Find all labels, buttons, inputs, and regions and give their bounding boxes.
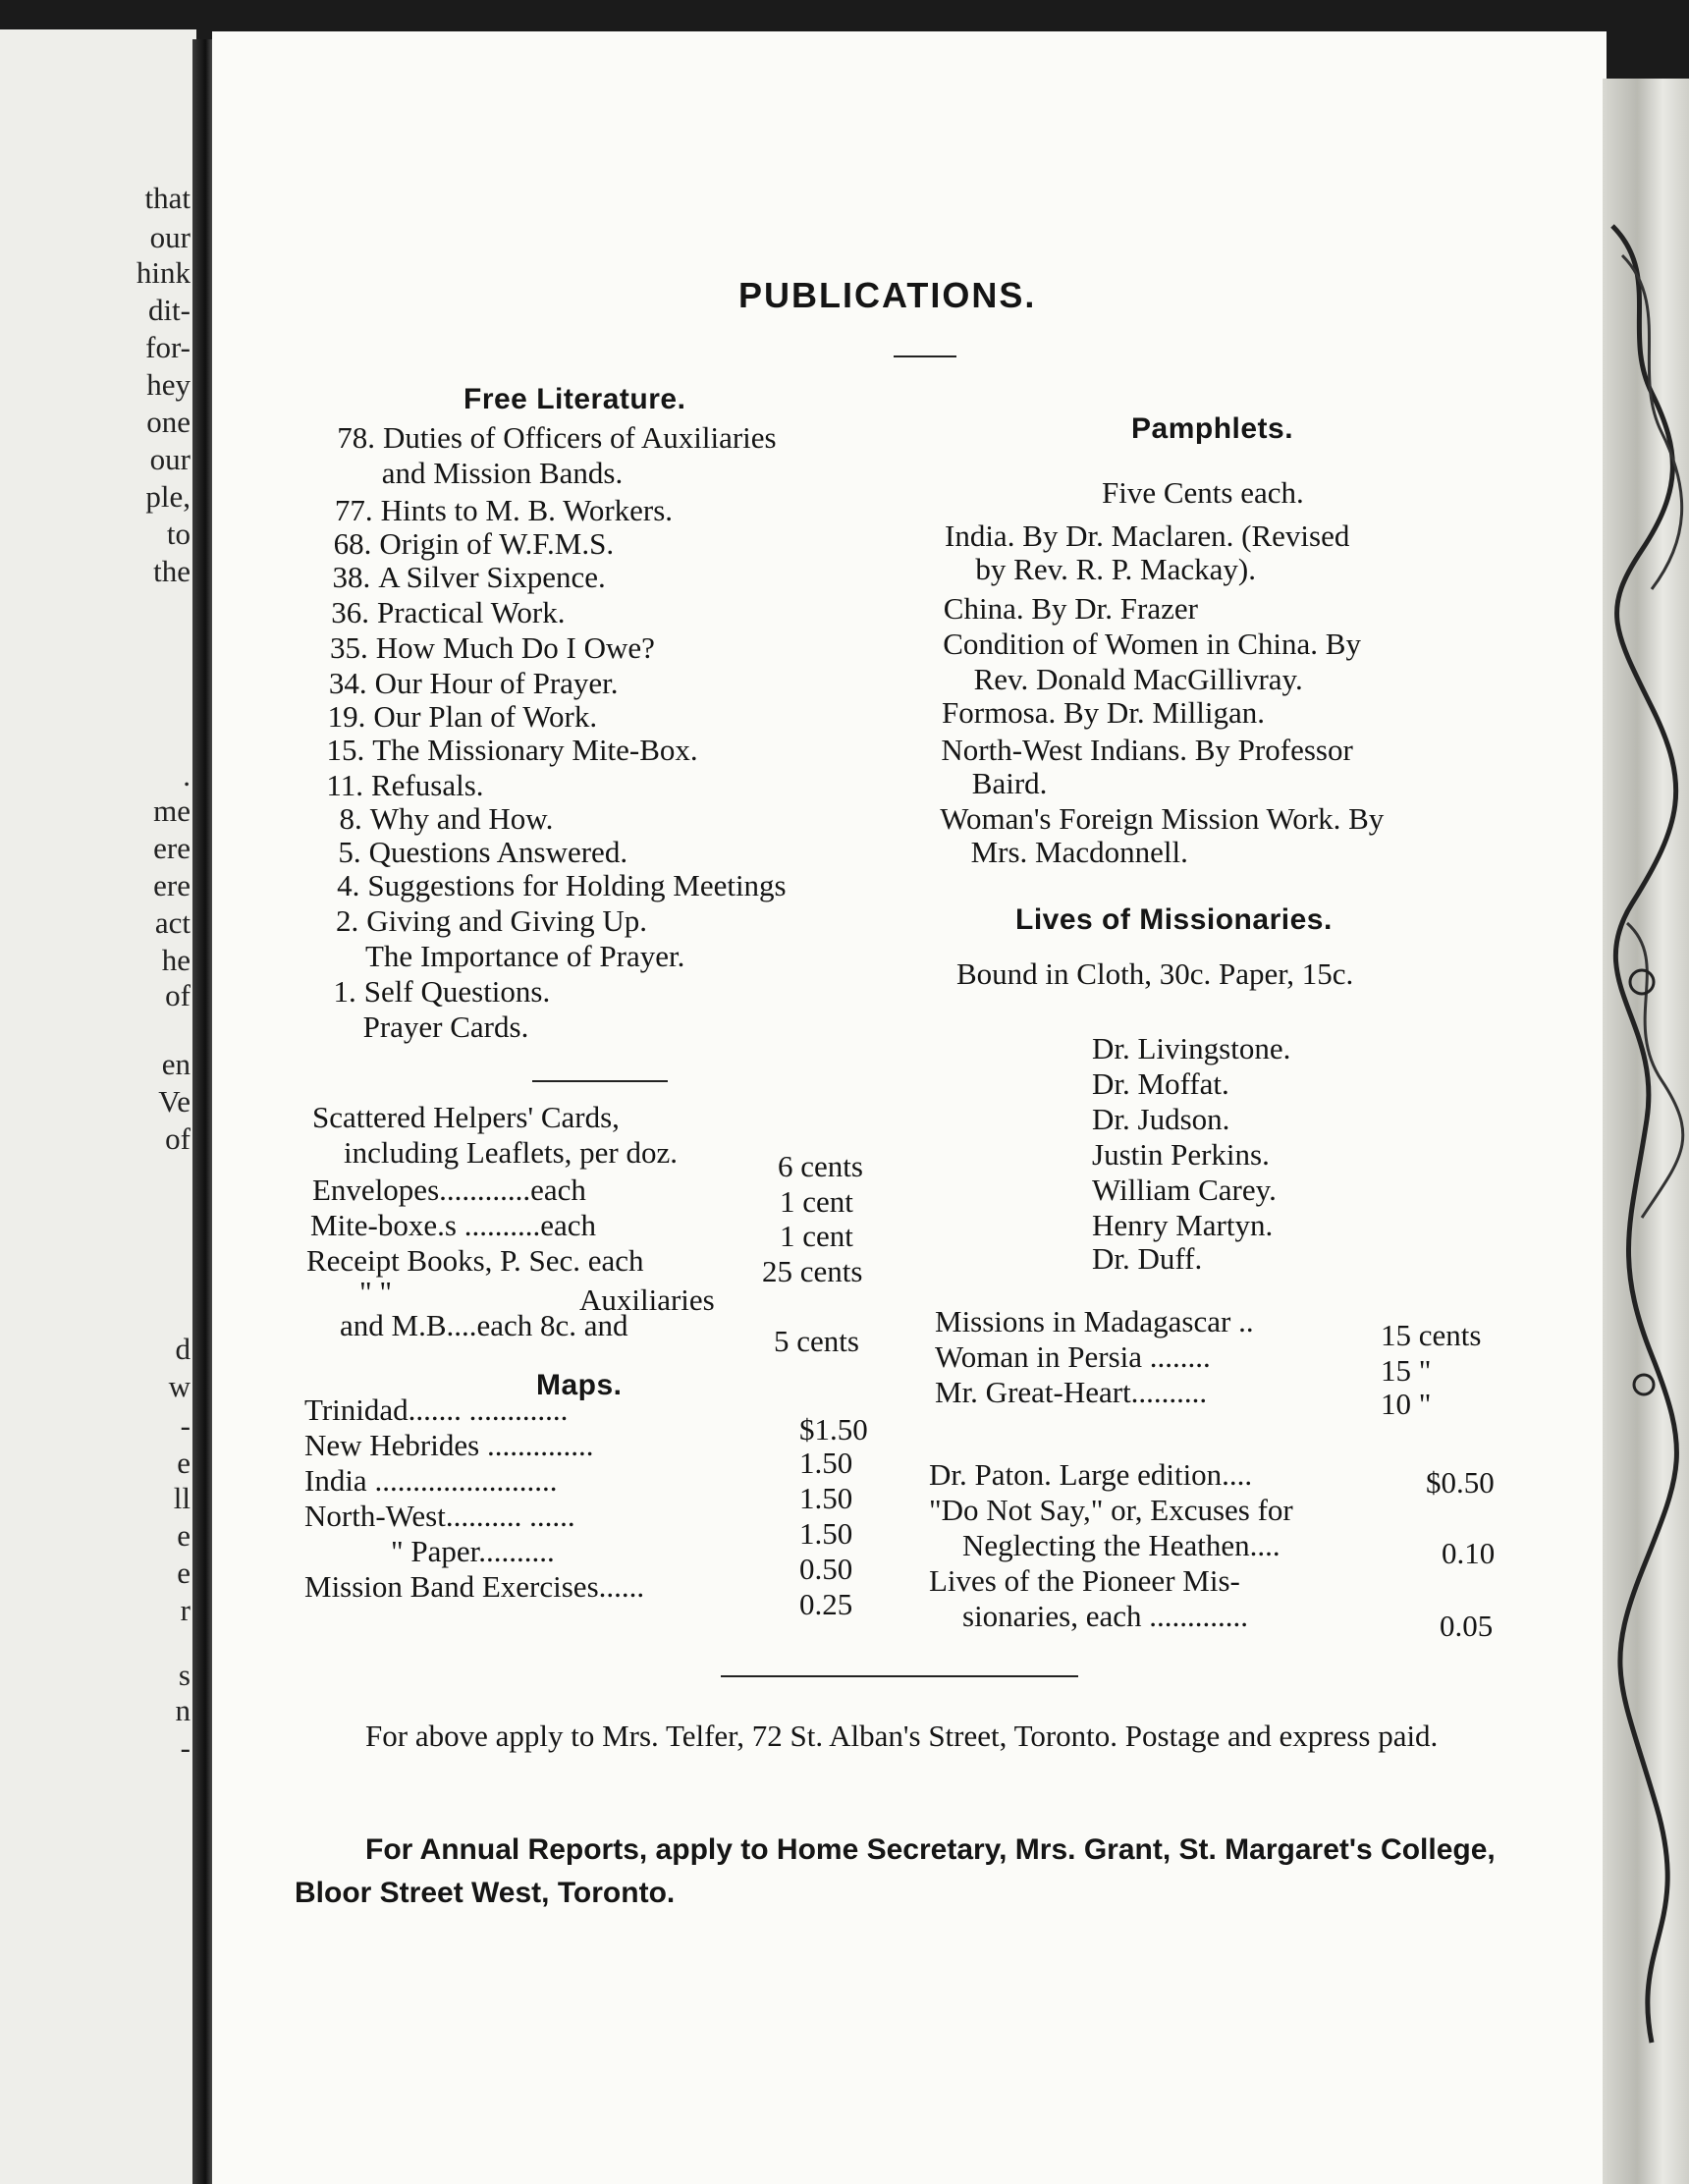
left-page-fragment: hey <box>146 367 191 402</box>
left-page-fragment: r <box>180 1593 191 1627</box>
item-number: 35. <box>330 630 368 665</box>
mite-boxes-price: 1 cent <box>780 1219 853 1253</box>
item-title: A Silver Sixpence. <box>378 560 606 594</box>
item-number: 1. <box>333 974 356 1009</box>
free-literature-item <box>307 905 647 936</box>
pamphlet-line: Baird. <box>971 766 1048 800</box>
left-page-fragment: . <box>183 758 191 792</box>
left-page-fragment: that <box>144 181 191 215</box>
map-item-label: Mission Band Exercises...... <box>304 1569 645 1604</box>
apply-annual-reports-paragraph: For Annual Reports, apply to Home Secretary, Mrs. Grant, St. Margaret's College, Bloor Street West, Toronto. <box>295 1833 1496 1909</box>
left-page-fragment: ple, <box>145 479 191 514</box>
free-literature-item <box>305 976 550 1007</box>
item-number: 68. <box>333 526 372 561</box>
mission-bands-price: 5 cents <box>774 1324 859 1358</box>
pamphlet-line: India. By Dr. Maclaren. (Revised <box>945 519 1350 553</box>
item-title: Questions Answered. <box>368 835 628 869</box>
item-title: Our Plan of Work. <box>373 699 598 734</box>
missionary-name: Henry Martyn. <box>1092 1208 1274 1242</box>
left-page-fragment: the <box>153 554 191 588</box>
map-item-label: North-West.......... ...... <box>304 1499 575 1533</box>
free-literature-item <box>306 941 684 971</box>
paton-price: $0.50 <box>1426 1465 1495 1500</box>
missionary-name: Justin Perkins. <box>1092 1137 1270 1172</box>
item-number: 15. <box>326 733 365 767</box>
receipt-books-label: Receipt Books, P. Sec. each <box>306 1243 644 1278</box>
left-page-fragment: e <box>177 1518 191 1553</box>
decorative-border <box>1603 79 1689 2184</box>
footer-rule <box>721 1675 1078 1677</box>
item-title: How Much Do I Owe? <box>375 630 655 665</box>
left-page-fragment: - <box>180 1408 191 1443</box>
free-literature-heading: Free Literature. <box>463 383 686 415</box>
missionary-name: Dr. Duff. <box>1092 1241 1203 1276</box>
pamphlet-line: Formosa. By Dr. Milligan. <box>942 695 1265 730</box>
do-not-say-price: 0.10 <box>1442 1536 1496 1570</box>
book-label: Mr. Great-Heart.......... <box>935 1375 1208 1409</box>
item-title: The Missionary Mite-Box. <box>372 733 698 767</box>
paton-label: Dr. Paton. Large edition.... <box>929 1457 1253 1492</box>
book-gutter <box>192 39 214 2184</box>
left-page-fragment: n <box>175 1693 191 1727</box>
left-page-fragment: me <box>153 793 191 828</box>
missionary-name: William Carey. <box>1092 1173 1277 1207</box>
missionary-name: Dr. Moffat. <box>1092 1066 1229 1101</box>
pamphlet-line: by Rev. R. P. Mackay). <box>975 552 1256 586</box>
map-item-price: $1.50 <box>799 1412 868 1447</box>
free-literature-item <box>322 495 673 525</box>
item-title: Giving and Giving Up. <box>366 903 648 938</box>
free-literature-item <box>304 1011 529 1042</box>
item-title: Suggestions for Holding Meetings <box>367 868 787 902</box>
pamphlets-heading: Pamphlets. <box>1131 412 1294 445</box>
free-literature-item <box>318 597 565 628</box>
auxiliaries-label: Auxiliaries <box>579 1283 715 1317</box>
pamphlet-line: China. By Dr. Frazer <box>943 591 1198 626</box>
item-number: 11. <box>326 768 363 802</box>
pamphlet-line: Condition of Women in China. By <box>943 627 1361 661</box>
free-literature-item <box>319 562 606 592</box>
left-page-fragment: e <box>177 1446 191 1480</box>
free-literature-item <box>323 458 623 488</box>
left-page-fragment: - <box>180 1730 191 1765</box>
left-page-fragment: for- <box>145 330 191 364</box>
scattered-helpers-price: 6 cents <box>778 1149 863 1183</box>
mission-bands-label: and M.B....each 8c. and <box>340 1308 628 1342</box>
pamphlet-line: Mrs. Macdonnell. <box>970 835 1188 869</box>
item-title: Why and How. <box>369 801 554 836</box>
envelopes-label: Envelopes............each <box>312 1173 586 1207</box>
item-title: Refusals. <box>371 768 484 802</box>
left-page-fragment: s <box>178 1658 191 1692</box>
left-page-fragment: one <box>146 405 191 439</box>
book-price: 10 " <box>1381 1387 1432 1421</box>
free-literature-item <box>314 701 597 732</box>
free-literature-item <box>311 803 554 834</box>
do-not-say-label-2: Neglecting the Heathen.... <box>962 1528 1280 1562</box>
lives-subheading: Bound in Cloth, 30c. Paper, 15c. <box>956 956 1354 991</box>
left-page-fragment: our <box>149 442 191 476</box>
left-page-fragment: he <box>161 943 191 977</box>
item-number: 4. <box>337 868 360 902</box>
item-title: and Mission Bands. <box>381 456 624 490</box>
item-number: 19. <box>327 699 366 734</box>
item-title: Our Hour of Prayer. <box>374 666 619 700</box>
mite-boxes-label: Mite-boxe.s ..........each <box>310 1208 596 1242</box>
item-number: 36. <box>331 595 369 629</box>
pioneer-lives-price: 0.05 <box>1440 1609 1494 1643</box>
item-number: 8. <box>339 801 362 836</box>
item-title: Practical Work. <box>377 595 566 629</box>
free-literature-item <box>310 837 627 867</box>
book-label: Missions in Madagascar .. <box>935 1304 1254 1338</box>
left-page-fragment: to <box>166 517 191 551</box>
left-page-fragment: our <box>149 220 191 254</box>
item-title: Hints to M. B. Workers. <box>380 493 674 527</box>
ditto-marks: " " <box>359 1275 393 1309</box>
lives-heading: Lives of Missionaries. <box>1015 903 1333 936</box>
map-item-price: 0.50 <box>799 1552 853 1586</box>
free-literature-item <box>320 528 614 559</box>
item-title: Duties of Officers of Auxiliaries <box>383 420 777 455</box>
left-page-fragment: en <box>161 1047 191 1081</box>
left-page-fragment: of <box>165 1121 191 1156</box>
title-rule <box>894 355 956 357</box>
envelopes-price: 1 cent <box>780 1184 853 1219</box>
item-number: 78. <box>337 420 375 455</box>
book-label: Woman in Persia ........ <box>935 1339 1211 1374</box>
free-literature-item <box>316 668 619 698</box>
item-number: 77. <box>334 493 373 527</box>
item-number: 38. <box>332 560 371 594</box>
map-item-price: 0.25 <box>799 1587 853 1621</box>
left-page-fragment: of <box>165 978 191 1012</box>
map-item-price: 1.50 <box>799 1481 853 1515</box>
section-rule <box>532 1080 668 1082</box>
item-title: Origin of W.F.M.S. <box>379 526 615 561</box>
left-page-fragment: act <box>154 905 191 940</box>
maps-heading: Maps. <box>536 1369 623 1401</box>
receipt-books-price: 25 cents <box>762 1254 863 1288</box>
pioneer-lives-label-2: sionaries, each ............. <box>962 1599 1248 1633</box>
item-number: 5. <box>338 835 361 869</box>
item-title: The Importance of Prayer. <box>365 939 685 973</box>
missionary-name: Dr. Judson. <box>1092 1102 1230 1136</box>
left-page-edge <box>0 29 196 2184</box>
map-item-price: 1.50 <box>799 1516 853 1551</box>
book-price: 15 cents <box>1381 1318 1482 1352</box>
map-item-label: Trinidad....... ............. <box>304 1392 569 1427</box>
page-title: PUBLICATIONS. <box>738 275 1037 315</box>
free-literature-item <box>312 770 484 800</box>
left-page-fragment: e <box>177 1556 191 1590</box>
pamphlet-line: North-West Indians. By Professor <box>941 733 1353 767</box>
scattered-helpers-label: Scattered Helpers' Cards, <box>312 1100 620 1134</box>
free-literature-item <box>313 735 698 765</box>
pamphlet-line: Rev. Donald MacGillivray. <box>973 662 1303 696</box>
missionary-name: Dr. Livingstone. <box>1092 1031 1291 1065</box>
left-page-fragment: Ve <box>158 1084 191 1119</box>
item-title: Prayer Cards. <box>362 1010 529 1044</box>
left-page-fragment: ll <box>173 1481 191 1515</box>
pamphlet-line: Woman's Foreign Mission Work. By <box>940 801 1385 836</box>
item-number: 34. <box>328 666 367 700</box>
map-item-label: India ........................ <box>304 1463 558 1498</box>
apply-telfer-paragraph: For above apply to Mrs. Telfer, 72 St. Alban's Street, Toronto. Postage and express paid. <box>365 1719 1439 1753</box>
map-item-label: " Paper.......... <box>391 1534 555 1568</box>
item-title: Self Questions. <box>363 974 551 1009</box>
item-number: 2. <box>335 903 359 938</box>
map-item-price: 1.50 <box>799 1446 853 1480</box>
do-not-say-label: "Do Not Say," or, Excuses for <box>929 1493 1293 1527</box>
pamphlets-subheading: Five Cents each. <box>1102 475 1304 510</box>
map-item-label: New Hebrides .............. <box>304 1428 594 1462</box>
left-page-fragment: d <box>175 1332 191 1366</box>
left-page-fragment: ere <box>153 868 191 902</box>
pioneer-lives-label: Lives of the Pioneer Mis- <box>929 1563 1240 1598</box>
scattered-helpers-label-2: including Leaflets, per doz. <box>344 1135 679 1170</box>
book-price: 15 " <box>1381 1353 1432 1388</box>
left-page-fragment: hink <box>136 255 191 290</box>
left-page-fragment: dit- <box>147 293 191 327</box>
left-page-fragment: w <box>168 1369 191 1403</box>
free-literature-item <box>324 422 777 453</box>
free-literature-item <box>317 632 655 663</box>
left-page-fragment: ere <box>153 831 191 865</box>
free-literature-item <box>308 870 786 901</box>
